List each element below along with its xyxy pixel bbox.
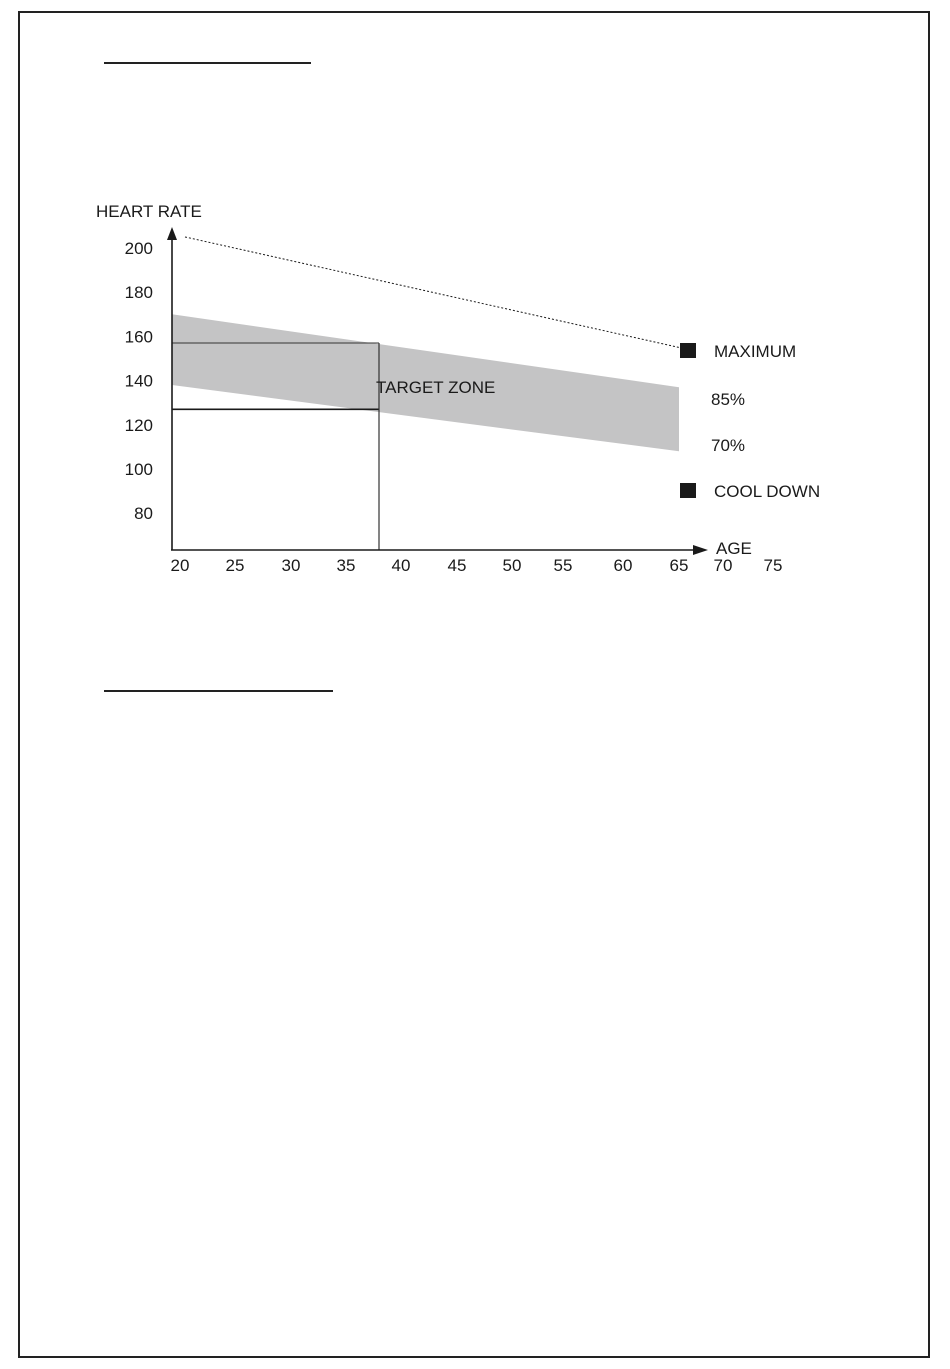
legend-label: 70% bbox=[711, 436, 746, 455]
y-tick-label: 100 bbox=[124, 460, 153, 479]
y-tick-label: 160 bbox=[124, 327, 153, 347]
y-tick-label: 120 bbox=[124, 415, 153, 435]
x-tick-label: 25 bbox=[225, 556, 245, 575]
legend-marker-icon bbox=[680, 343, 696, 358]
legend-marker-icon bbox=[680, 483, 696, 498]
target-zone-label: TARGET ZONE bbox=[376, 378, 496, 397]
x-tick-label: 35 bbox=[336, 556, 356, 575]
y-axis-arrow-icon bbox=[167, 227, 177, 240]
legend-label: COOL DOWN bbox=[714, 482, 821, 501]
x-axis-title: AGE bbox=[716, 539, 752, 558]
x-tick-label: 70 bbox=[713, 556, 733, 575]
x-tick-label: 65 bbox=[669, 556, 689, 575]
x-tick-label: 45 bbox=[447, 556, 467, 575]
x-axis-arrow-icon bbox=[693, 545, 708, 555]
y-tick-label: 80 bbox=[134, 504, 153, 524]
y-tick-label: 180 bbox=[124, 283, 153, 303]
x-tick-label: 75 bbox=[763, 556, 783, 575]
x-tick-label: 40 bbox=[391, 556, 411, 575]
x-tick-label: 55 bbox=[553, 556, 573, 575]
legend bbox=[680, 342, 820, 501]
x-tick-label: 20 bbox=[170, 556, 190, 575]
y-tick-label: 140 bbox=[124, 371, 153, 391]
x-tick-label: 60 bbox=[613, 556, 633, 575]
x-tick-label: 50 bbox=[502, 556, 522, 575]
y-axis-title: HEART RATE bbox=[96, 202, 202, 221]
legend-label: MAXIMUM bbox=[714, 342, 797, 361]
legend-label: 85% bbox=[711, 390, 746, 409]
x-tick-label: 30 bbox=[281, 556, 301, 575]
y-tick-label: 200 bbox=[124, 239, 153, 258]
